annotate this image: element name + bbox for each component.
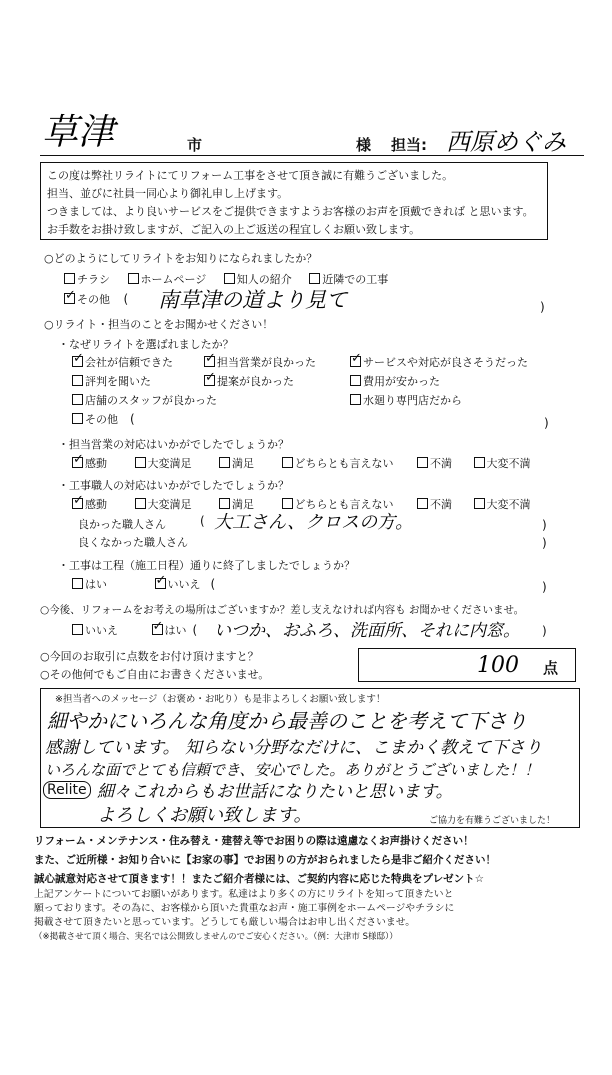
q5-title: ・工事は工程（施工日程）通りに終了しましたでしょうか？ [58,559,355,572]
q1-option[interactable]: 知人の紹介 [224,273,292,286]
checkbox[interactable] [417,498,428,509]
q5-option[interactable]: ✓ いいえ ( [155,578,216,591]
checkbox[interactable] [309,273,320,284]
q7-title: ○今回のお取引に点数をお付け頂けますと？ [40,650,259,663]
q2-option[interactable]: 店舗のスタッフが良かった [72,392,217,408]
notice-line: 上記アンケートについてお願いがあります。私達はより多くの方にリライトを知って頂きたいと [34,889,454,900]
q4-option[interactable]: 大変不満 [474,498,531,511]
checkbox[interactable] [474,498,485,509]
q4-option[interactable]: 不満 [417,498,452,511]
checkbox[interactable] [72,578,83,589]
q1-option[interactable]: ホームページ [128,273,207,286]
checkbox[interactable] [350,375,361,386]
q7-free-title: ○その他何でもご自由にお書きくださいませ。 [40,668,270,681]
q4-good-text: 大工さん、クロスの方。 [214,512,414,533]
q3-option[interactable]: どちらとも言えない [282,457,394,470]
checkbox[interactable] [72,624,83,635]
checkbox-checked[interactable] [72,457,83,468]
checkbox[interactable] [350,394,361,405]
notice-line: 願っております。その為に、お客様から頂いた貴重なお声・施工事例をホームページやチラシに [34,903,455,914]
footer-line: また、ご近所様・お知り合いに【お家の事】でお困りの方がおられましたら是非ご紹介ください！ [34,854,496,866]
paren-close: ) [542,518,547,532]
checkbox[interactable] [72,413,83,424]
city-handwritten: 草津 [42,112,115,153]
q4-good-label: 良かった職人さん [78,518,166,531]
q1-other[interactable]: ✓その他 ( [64,291,128,307]
q3-option[interactable]: 大変満足 [135,457,192,470]
checkbox[interactable] [474,457,485,468]
notice-line: 掲載させて頂きたいと思っています。どうしても厳しい場合はお申し出くださいませ。 [34,917,415,928]
intro-line: 担当、並びに社員一同心より御礼申し上げます。 [47,187,289,200]
q6-option[interactable]: ✓ はい ( [152,624,198,637]
q2-option[interactable]: ✓ サービスや対応が良さそうだった [350,354,528,370]
score-unit: 点 [543,659,559,677]
checkbox-checked[interactable] [72,498,83,509]
checkbox-checked[interactable] [155,578,166,589]
message-line: 細々これからもお世話になりたいと思います。 [97,782,453,802]
q1-other-text: 南草津の道より見て [158,288,347,312]
paren-close: ) [542,580,547,594]
checkbox-checked[interactable] [64,293,75,304]
checkbox[interactable] [72,375,83,386]
q1-option[interactable]: チラシ [64,273,110,286]
checkbox[interactable] [219,457,230,468]
q5-options [72,576,215,592]
paren-close: ) [540,300,545,314]
score-value: 100 [477,653,519,678]
message-line: 感謝しています。 知らない分野なだけに、こまかく教えて下さり [45,738,543,758]
q2-option[interactable]: その他 ( [72,411,135,427]
q2-title: ○リライト・担当のことをお聞かせください！ [44,318,274,331]
q6-options [72,622,197,638]
score-box [358,648,576,682]
q4-title: ・工事職人の対応はいかがでしたでしょうか？ [58,479,289,492]
checkbox-checked[interactable] [72,356,83,367]
paren-close: ) [544,416,549,430]
footer-line: リフォーム・メンテナンス・住み替え・建替え等でお困りの際は遠慮なくお声掛けください！ [34,835,474,847]
intro-line: お手数をお掛け致しますが、ご記入の上ご返送の程宜しくお願い致します。 [47,223,421,236]
checkbox[interactable] [128,273,139,284]
q2-option[interactable]: 水廻り専門店だから [350,392,462,408]
paren-open: ( [200,514,205,528]
intro-line: つきましては、より良いサービスをご提供できますようお客様のお声を頂戴できれば と思います。 [47,205,534,218]
intro-line: この度は弊社リライトにてリフォーム工事をさせて頂き誠に有難うございました。 [47,169,454,182]
header-underline [40,155,584,156]
q6-option[interactable]: いいえ [72,624,118,637]
paren-close: ) [542,624,547,638]
q4-bad-label: 良くなかった職人さん [78,536,188,549]
checkbox[interactable] [417,457,428,468]
q2-option[interactable]: 費用が安かった [350,373,440,389]
checkbox-checked[interactable] [204,356,215,367]
q3-options [72,455,531,471]
city-label: 市 [187,136,203,154]
q4-option[interactable]: 大変満足 [135,498,192,511]
notice-line: （※掲載させて頂く場合、実名では公開致しませんのでご安心ください。（例：大津市 S様邸）） [34,932,398,942]
q4-option[interactable]: ✓感動 [72,498,107,511]
notice [34,888,454,944]
sama-label: 様 [356,136,372,154]
checkbox-checked[interactable] [350,356,361,367]
checkbox[interactable] [282,457,293,468]
checkbox[interactable] [64,273,75,284]
q3-option[interactable]: 不満 [417,457,452,470]
q3-option[interactable]: 満足 [219,457,254,470]
q6-title: ○今後、リフォームをお考えの場所はございますか？差し支えなければ内容も お聞かせくださいませ。 [40,604,525,616]
q2-option[interactable]: ✓ 担当営業が良かった [204,354,316,370]
message-line: 細やかにいろんな角度から最善のことを考えて下さり [47,709,527,733]
footer [34,832,496,889]
message-line: よろしくお願い致します。 [97,805,312,826]
q4-option[interactable]: どちらとも言えない [282,498,394,511]
staff-handwritten: 西原めぐみ [446,128,566,156]
checkbox-checked[interactable] [152,624,163,635]
checkbox[interactable] [224,273,235,284]
q2-option[interactable]: 評判を聞いた [72,373,151,389]
intro-box [40,162,548,240]
checkbox[interactable] [135,498,146,509]
q2-option[interactable]: ✓会社が信頼できた [72,354,173,370]
checkbox[interactable] [72,394,83,405]
q1-title: ○どのようにしてリライトをお知りになられましたか？ [44,252,318,265]
checkbox-checked[interactable] [204,375,215,386]
q2-option[interactable]: ✓ 提案が良かった [204,373,294,389]
message-box [40,688,580,828]
tanto-label: 担当: [391,136,427,154]
paren-close: ) [542,536,547,550]
q3-option[interactable]: 大変不満 [474,457,531,470]
q5-option[interactable]: はい [72,578,107,591]
checkbox[interactable] [135,457,146,468]
q4-option[interactable]: 満足 [219,498,254,511]
q3-title: ・担当営業の対応はいかがでしたでしょうか？ [58,438,289,451]
message-header: ※担当者へのメッセージ（お褒め・お叱り）も是非よろしくお願い致します！ [55,694,386,705]
q1-option[interactable]: 近隣での工事 [309,273,388,286]
message-thanks: ご協力を有難うございました！ [429,816,556,826]
message-line: いろんな面でとても信頼でき、安心でした。ありがとうございました！！ [45,761,540,779]
relite-logo: Relite [43,781,91,799]
q6-text: いつか、おふろ、洗面所、それに内窓。 [214,621,520,641]
q3-option[interactable]: ✓感動 [72,457,107,470]
footer-line: 誠心誠意対応させて頂きます！！またご紹介者様には、ご契約内容に応じた特典をプレゼント☆ [34,873,484,885]
q2-subtitle: ・なぜリライトを選ばれましたか？ [58,338,234,351]
